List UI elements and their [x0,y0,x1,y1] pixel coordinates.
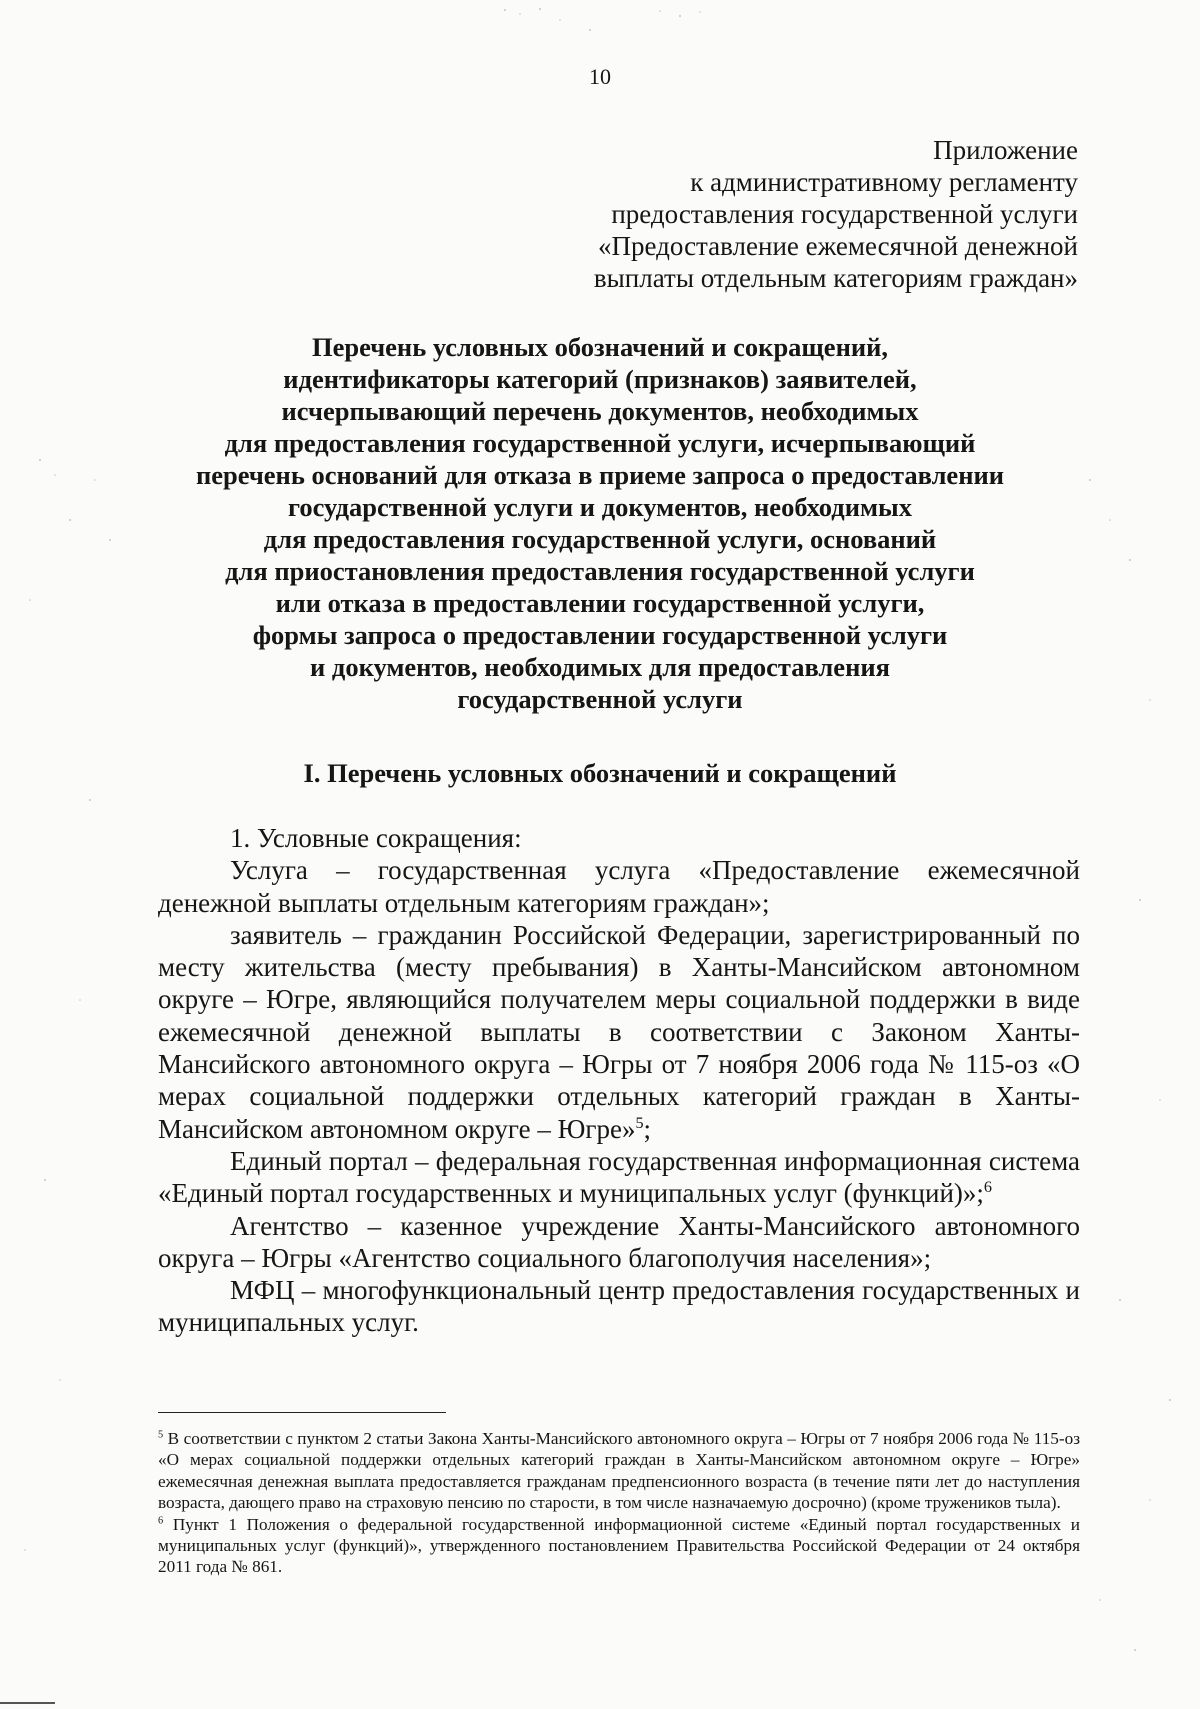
appendix-line: Приложение [933,135,1078,165]
definition-mfc: МФЦ – многофункциональный центр предоставления государственных и муниципальных услуг. [158,1275,1080,1338]
title-line: для предоставления государственной услуги, исчерпывающий [224,428,976,458]
appendix-line: выплаты отдельным категориям граждан» [593,263,1078,293]
appendix-line: предоставления государственной услуги [611,199,1078,229]
title-line: или отказа в предоставлении государственной услуги, [275,588,925,618]
footnote-number: 5 [158,1429,164,1441]
footnote-ref: 5 [635,1113,644,1132]
section-title: I. Перечень условных обозначений и сокращений [303,758,897,788]
appendix-line: «Предоставление ежемесячной денежной [598,231,1078,261]
title-line: исчерпывающий перечень документов, необходимых [281,396,919,426]
definition-portal [158,1145,1080,1210]
appendix-line: к административному регламенту [690,167,1078,197]
footnote [158,1428,1080,1514]
page-number: 10 [589,64,611,89]
definition-text: Единый портал – федеральная государственная информационная система «Единый портал государственных и муниципальных услуг (функций)»; [158,1145,1080,1209]
footnote-separator [158,1412,446,1413]
document-title [140,331,1060,715]
footnote [158,1514,1080,1578]
punctuation: ; [643,1113,652,1144]
title-line: перечень оснований для отказа в приеме запроса о предоставлении [195,460,1005,490]
footnote-ref: 6 [983,1178,992,1197]
appendix-header [518,134,1078,294]
title-line: формы запроса о предоставлении государственной услуги [252,620,948,650]
title-line: для приостановления предоставления государственной услуги [225,556,975,586]
footnote-text: В соответствии с пунктом 2 статьи Закона Ханты-Мансийского автономного округа – Югры от 7 ноября 2006 года № 115-оз «О мерах социальной поддержки отдельных категорий граждан в Ханты-Мансийском автономном округе – Югре» ежемесячная денежная выплата предоставляется гражданам предпенсионного возраста (в течение пяти лет до наступления возраста, дающего право на страховую пенсию по старости, в том числе назначаемую досрочно) (кроме тружеников тыла). [158,1429,1080,1513]
definition-zayavitel [158,919,1080,1145]
title-line: и документов, необходимых для предоставления [310,652,890,682]
definition-usluga: Услуга – государственная услуга «Предоставление ежемесячной денежной выплаты отдельным категориям граждан»; [158,855,1080,918]
title-line: Перечень условных обозначений и сокращений, [312,332,888,362]
definition-text: заявитель – гражданин Российской Федерации, зарегистрированный по месту жительства (месту пребывания) в Ханты-Мансийском автономном округе – Югре, являющийся получателем меры социальной поддержки в виде ежемесячной денежной выплаты в соответствии с Законом Ханты-Мансийского автономного округа – Югры от 7 ноября 2006 года № 115-оз «О мерах социальной поддержки отдельных категорий граждан в Ханты-Мансийском автономном округе – Югре» [158,919,1080,1144]
body-text [158,822,1080,1339]
title-line: идентификаторы категорий (признаков) заявителей, [283,364,917,394]
footnote-number: 6 [158,1514,164,1526]
title-line: государственной услуги [457,684,743,714]
footnote-text: Пункт 1 Положения о федеральной государственной информационной системе «Единый портал государственных и муниципальных услуг (функций)», утвержденного постановлением Правительства Российской Федерации от 24 октября 2011 года № 861. [158,1514,1080,1577]
title-line: для предоставления государственной услуги, оснований [263,524,937,554]
list-item-heading: 1. Условные сокращения: [230,823,522,853]
title-line: государственной услуги и документов, необходимых [288,492,912,522]
definition-agentstvo: Агентство – казенное учреждение Ханты-Мансийского автономного округа – Югры «Агентство социального благополучия населения»; [158,1210,1080,1273]
footnotes [158,1428,1080,1578]
